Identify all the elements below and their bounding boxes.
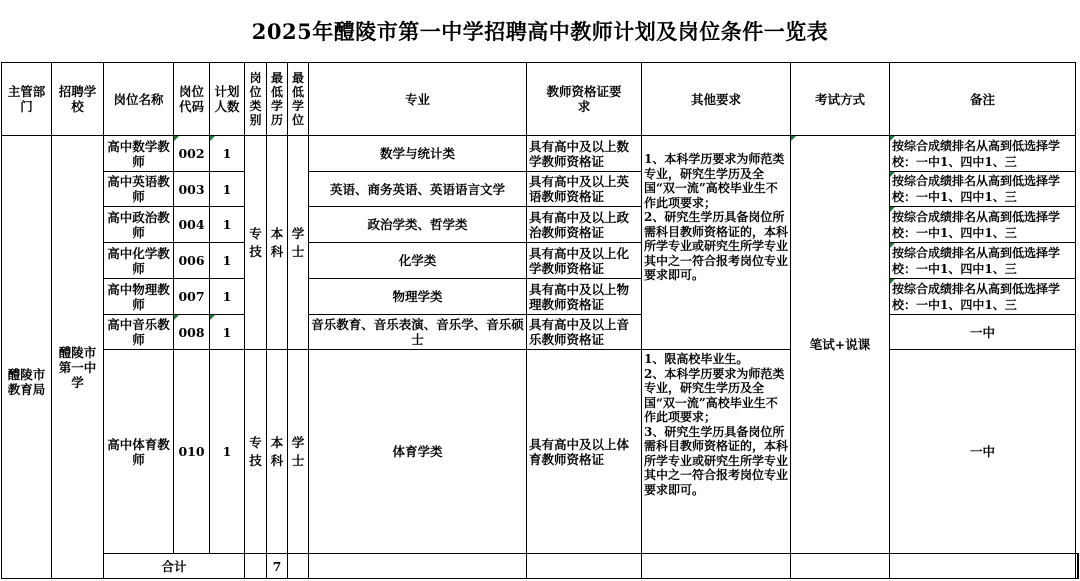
plan-count-cell: 1 <box>210 350 245 554</box>
remark-cell: 按综合成绩排名从高到低选择学校：一中1、四中1、三 <box>890 136 1076 172</box>
table-row <box>2 315 1079 350</box>
cert-cell: 具有高中及以上化学教师资格证 <box>527 243 642 279</box>
min-education-cell: 本科 <box>267 350 288 554</box>
remark-cell: 按综合成绩排名从高到低选择学校：一中1、四中1、三 <box>890 279 1076 315</box>
cert-cell: 具有高中及以上英语教师资格证 <box>527 172 642 207</box>
post-code-cell: 004 <box>174 207 210 243</box>
total-spacer <box>309 554 527 579</box>
header-min-degree: 最低学位 <box>288 63 309 136</box>
post-name-cell: 高中音乐教师 <box>104 315 174 350</box>
post-type-cell: 专技 <box>245 350 267 554</box>
header-min-education: 最低学历 <box>267 63 288 136</box>
cert-cell: 具有高中及以上体育教师资格证 <box>527 350 642 554</box>
header-cert: 教师资格证要求 <box>527 63 642 136</box>
table-row <box>2 172 1079 207</box>
other-requirements-cell: 1、限高校毕业生。 2、本科学历要求为师范类专业，研究生学历及全国“双一流”高校毕业生不作此项要求； 3、研究生学历具备岗位所需科目教师资格证的，本科所学专业或研究生所学专业其中之一符合报考岗位专业要求即可。 <box>642 350 791 554</box>
major-cell: 化学类 <box>309 243 527 279</box>
table-row <box>2 136 1079 172</box>
post-name-cell: 高中英语教师 <box>104 172 174 207</box>
total-count: 7 <box>267 554 288 579</box>
header-other: 其他要求 <box>642 63 791 136</box>
header-major: 专业 <box>309 63 527 136</box>
total-spacer <box>527 554 642 579</box>
remark-cell: 按综合成绩排名从高到低选择学校：一中1、四中1、三 <box>890 172 1076 207</box>
cert-cell: 具有高中及以上物理教师资格证 <box>527 279 642 315</box>
plan-count-cell: 1 <box>210 136 245 172</box>
page-title: 2025年醴陵市第一中学招聘高中教师计划及岗位条件一览表 <box>251 19 829 44</box>
post-code-cell: 006 <box>174 243 210 279</box>
header-post-code: 岗位代码 <box>174 63 210 136</box>
min-degree-cell: 学士 <box>288 136 309 350</box>
header-plan-count: 计划人数 <box>210 63 245 136</box>
header-exam: 考试方式 <box>791 63 890 136</box>
total-spacer <box>288 554 309 579</box>
header-remarks: 备注 <box>890 63 1076 136</box>
post-code-cell: 002 <box>174 136 210 172</box>
header-post-type: 岗位类别 <box>245 63 267 136</box>
min-degree-cell: 学士 <box>288 350 309 554</box>
remark-cell: 一中 <box>890 315 1076 350</box>
table-row <box>2 279 1079 315</box>
cert-cell: 具有高中及以上数学教师资格证 <box>527 136 642 172</box>
remark-cell: 按综合成绩排名从高到低选择学校：一中1、四中1、三 <box>890 207 1076 243</box>
plan-count-cell: 1 <box>210 279 245 315</box>
header-school: 招聘学校 <box>52 63 104 136</box>
plan-count-cell: 1 <box>210 172 245 207</box>
school-cell: 醴陵市第一中学 <box>52 136 104 579</box>
total-spacer <box>1077 554 1079 579</box>
remark-cell: 按综合成绩排名从高到低选择学校：一中1、四中1、三 <box>890 243 1076 279</box>
major-cell: 物理学类 <box>309 279 527 315</box>
post-code-cell: 008 <box>174 315 210 350</box>
recruitment-table <box>1 62 1079 579</box>
total-spacer <box>245 554 267 579</box>
post-name-cell: 高中化学教师 <box>104 243 174 279</box>
remark-cell: 一中 <box>890 350 1076 554</box>
post-code-cell: 003 <box>174 172 210 207</box>
other-requirements-cell: 1、本科学历要求为师范类专业，研究生学历及全国“双一流”高校毕业生不作此项要求； 2、研究生学历具备岗位所需科目教师资格证的，本科所学专业或研究生所学专业其中之一符合报考岗位专业要求即可。 <box>642 136 791 350</box>
post-type-cell: 专技 <box>245 136 267 350</box>
total-spacer <box>642 554 791 579</box>
plan-count-cell: 1 <box>210 315 245 350</box>
table-row <box>2 350 1079 554</box>
major-cell: 音乐教育、音乐表演、音乐学、音乐硕士 <box>309 315 527 350</box>
header-dept: 主管部门 <box>2 63 52 136</box>
total-spacer <box>791 554 890 579</box>
table-row <box>2 207 1079 243</box>
min-education-cell: 本科 <box>267 136 288 350</box>
plan-count-cell: 1 <box>210 207 245 243</box>
major-cell: 数学与统计类 <box>309 136 527 172</box>
cert-cell: 具有高中及以上政治教师资格证 <box>527 207 642 243</box>
post-code-cell: 007 <box>174 279 210 315</box>
dept-cell: 醴陵市教育局 <box>2 136 52 579</box>
header-row <box>2 63 1079 136</box>
post-name-cell: 高中物理教师 <box>104 279 174 315</box>
post-name-cell: 高中数学教师 <box>104 136 174 172</box>
table-row <box>2 243 1079 279</box>
plan-count-cell: 1 <box>210 243 245 279</box>
post-name-cell: 高中体育教师 <box>104 350 174 554</box>
major-cell: 体育学类 <box>309 350 527 554</box>
exam-method-cell: 笔试+说课 <box>791 136 890 554</box>
header-post-name: 岗位名称 <box>104 63 174 136</box>
post-code-cell: 010 <box>174 350 210 554</box>
cert-cell: 具有高中及以上音乐教师资格证 <box>527 315 642 350</box>
major-cell: 英语、商务英语、英语语言文学 <box>309 172 527 207</box>
total-spacer <box>890 554 1076 579</box>
total-label: 合计 <box>104 554 245 579</box>
major-cell: 政治学类、哲学类 <box>309 207 527 243</box>
total-row <box>2 554 1079 579</box>
post-name-cell: 高中政治教师 <box>104 207 174 243</box>
